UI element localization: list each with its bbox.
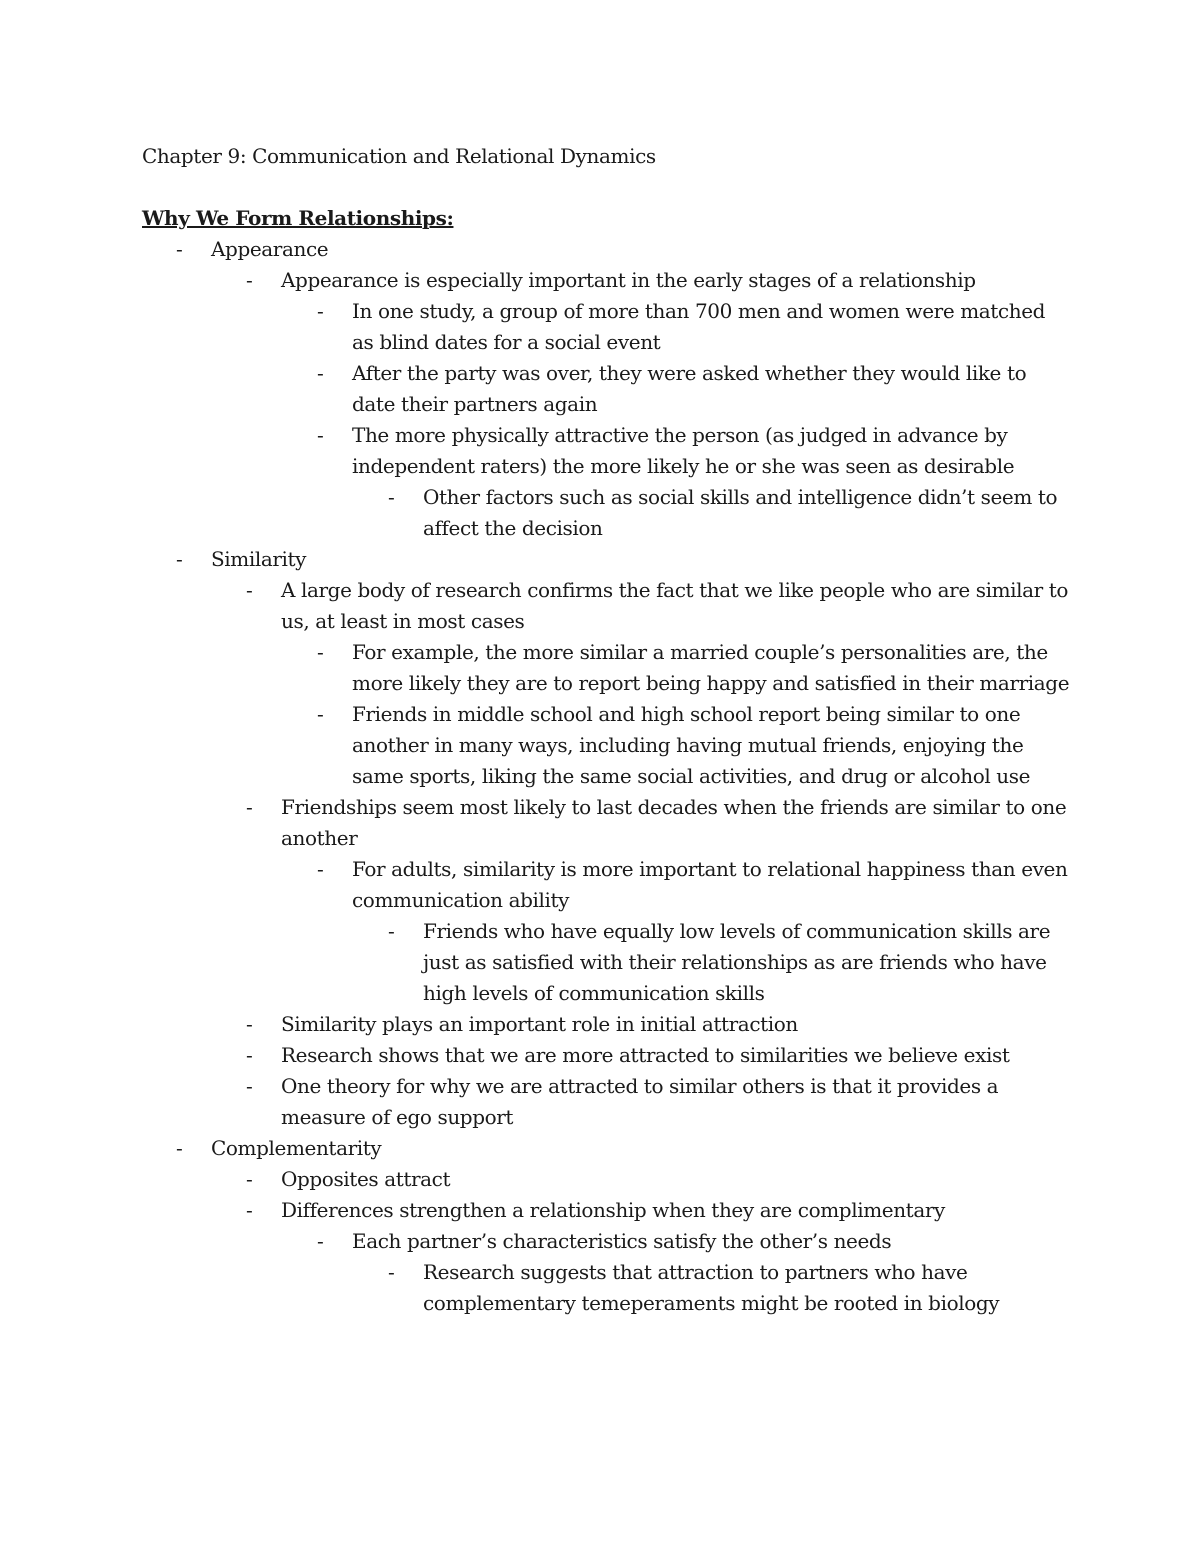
outline-item-level-2: [0, 265, 1200, 296]
outline-item-text: Friends who have equally low levels of communication skills are just as satisfied with their relationships as are friends who have high levels of communication skills: [423, 919, 1051, 1005]
outline-item-text: The more physically attractive the person (as judged in advance by independent raters) the more likely he or she was seen as desirable: [352, 423, 1015, 478]
dash-bullet: -: [388, 919, 395, 943]
outline-item-level-1: [0, 234, 1200, 265]
outline-item-level-1: [0, 544, 1200, 575]
outline-item-level-3: [0, 358, 1200, 420]
outline-item-level-4: [0, 1257, 1200, 1319]
outline-item-text: Appearance is especially important in the early stages of a relationship: [281, 268, 976, 292]
dash-bullet: -: [246, 268, 253, 292]
dash-bullet: -: [176, 1136, 183, 1160]
dash-bullet: -: [317, 361, 324, 385]
dash-bullet: -: [317, 857, 324, 881]
outline-item-text: Research suggests that attraction to partners who have complementary temeperaments might be rooted in biology: [423, 1260, 1000, 1315]
outline-item-level-3: [0, 854, 1200, 916]
outline-item-text: A large body of research confirms the fact that we like people who are similar to us, at least in most cases: [281, 578, 1069, 633]
outline-item-text: After the party was over, they were asked whether they would like to date their partners again: [352, 361, 1027, 416]
outline-item-level-3: [0, 1226, 1200, 1257]
document-title: Chapter 9: Communication and Relational Dynamics: [142, 144, 656, 168]
outline-item-text: Friendships seem most likely to last decades when the friends are similar to one another: [281, 795, 1067, 850]
dash-bullet: -: [246, 1043, 253, 1067]
outline-item-level-3: [0, 296, 1200, 358]
dash-bullet: -: [317, 702, 324, 726]
bullet-outline: [0, 234, 1200, 1319]
outline-item-level-2: [0, 792, 1200, 854]
section-heading: Why We Form Relationships:: [142, 206, 454, 230]
dash-bullet: -: [388, 485, 395, 509]
outline-item-level-3: [0, 637, 1200, 699]
dash-bullet: -: [246, 578, 253, 602]
outline-item-level-2: [0, 575, 1200, 637]
dash-bullet: -: [176, 547, 183, 571]
outline-item-level-2: [0, 1040, 1200, 1071]
outline-item-text: Opposites attract: [281, 1167, 451, 1191]
outline-item-level-1: [0, 1133, 1200, 1164]
dash-bullet: -: [388, 1260, 395, 1284]
dash-bullet: -: [246, 795, 253, 819]
dash-bullet: -: [317, 299, 324, 323]
dash-bullet: -: [317, 423, 324, 447]
dash-bullet: -: [317, 640, 324, 664]
dash-bullet: -: [246, 1198, 253, 1222]
outline-item-level-4: [0, 916, 1200, 1009]
outline-item-text: Each partner’s characteristics satisfy the other’s needs: [352, 1229, 892, 1253]
outline-item-text: In one study, a group of more than 700 men and women were matched as blind dates for a social event: [352, 299, 1046, 354]
outline-item-level-4: [0, 482, 1200, 544]
outline-item-text: Other factors such as social skills and intelligence didn’t seem to affect the decision: [423, 485, 1058, 540]
dash-bullet: -: [246, 1167, 253, 1191]
dash-bullet: -: [317, 1229, 324, 1253]
outline-item-level-2: [0, 1164, 1200, 1195]
outline-item-text: Differences strengthen a relationship when they are complimentary: [281, 1198, 945, 1222]
outline-item-text: One theory for why we are attracted to similar others is that it provides a measure of ego support: [281, 1074, 999, 1129]
outline-item-level-2: [0, 1009, 1200, 1040]
outline-item-level-2: [0, 1195, 1200, 1226]
outline-item-text: For adults, similarity is more important to relational happiness than even communication ability: [352, 857, 1068, 912]
dash-bullet: -: [246, 1074, 253, 1098]
outline-item-text: Research shows that we are more attracted to similarities we believe exist: [281, 1043, 1010, 1067]
outline-item-text: Friends in middle school and high school report being similar to one another in many ways, including having mutual friends, enjoying the same sports, liking the same social activities, and drug or alcohol use: [352, 702, 1031, 788]
dash-bullet: -: [246, 1012, 253, 1036]
dash-bullet: -: [176, 237, 183, 261]
outline-item-level-3: [0, 420, 1200, 482]
outline-item-level-3: [0, 699, 1200, 792]
outline-item-text: Similarity: [211, 547, 307, 571]
outline-item-text: Appearance: [211, 237, 329, 261]
outline-item-text: For example, the more similar a married couple’s personalities are, the more likely they are to report being happy and satisfied in their marriage: [352, 640, 1070, 695]
outline-item-text: Complementarity: [211, 1136, 382, 1160]
outline-item-level-2: [0, 1071, 1200, 1133]
outline-item-text: Similarity plays an important role in initial attraction: [281, 1012, 798, 1036]
